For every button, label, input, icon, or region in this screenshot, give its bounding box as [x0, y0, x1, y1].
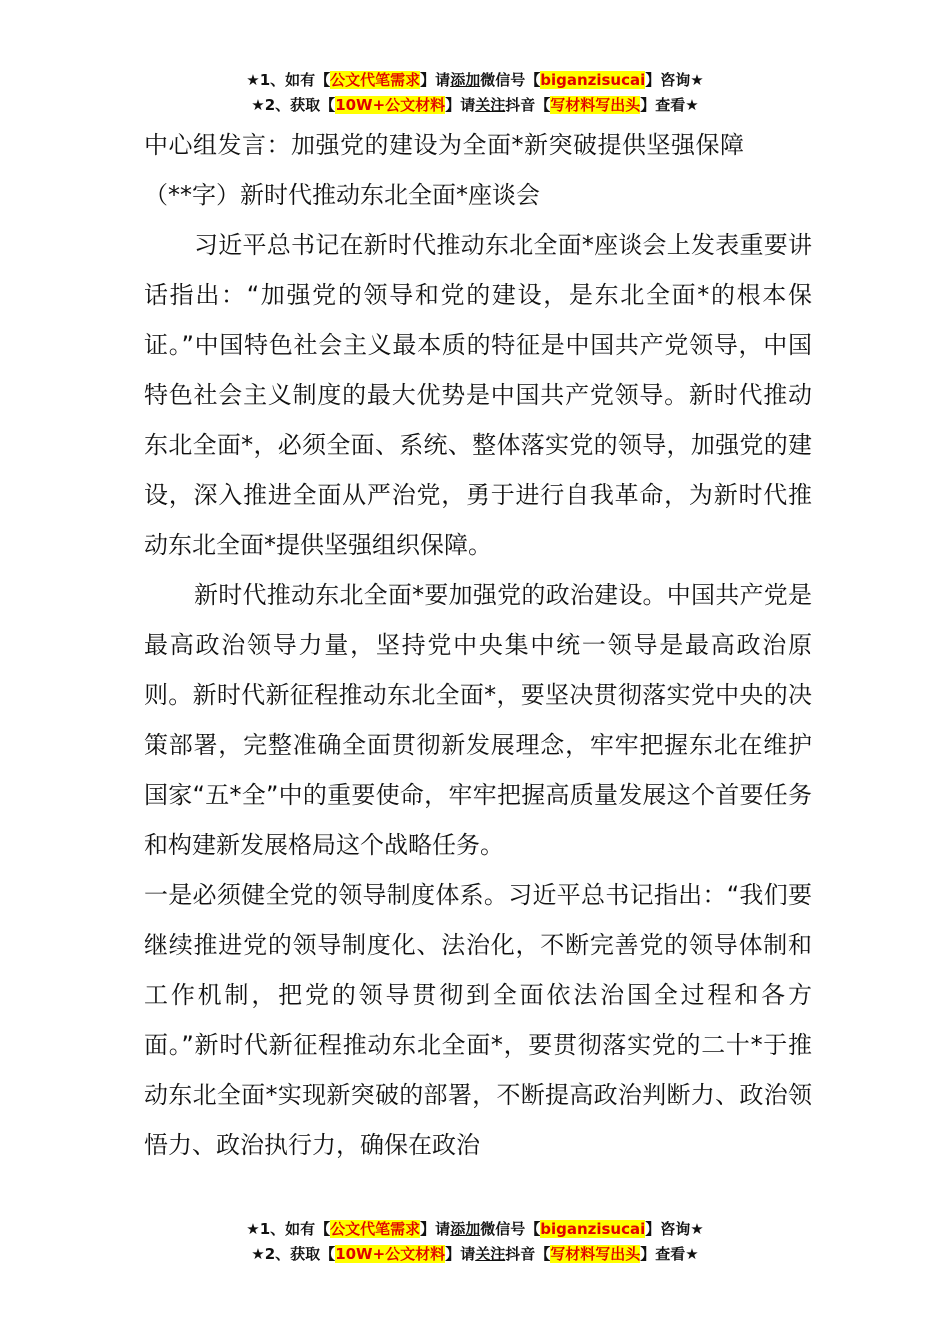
promo-text: 添加	[450, 1220, 481, 1238]
promo-line-1	[0, 68, 950, 93]
promo-douyin-id: 写材料写出头	[550, 96, 641, 114]
promo-text: 关注	[475, 96, 506, 114]
promo-banner-bottom	[0, 1217, 950, 1267]
promo-text: 】请	[445, 1245, 476, 1263]
promo-highlight: 公文代笔需求	[330, 1220, 421, 1238]
promo-text: 关注	[475, 1245, 506, 1263]
paragraph: 一是必须健全党的领导制度体系。习近平总书记指出：“我们要继续推进党的领导制度化、法治化，不断完善党的领导体制和工作机制，把党的领导贯彻到全面依法治国全过程和各方面。”新时代新征程推动东北全面*，要贯彻落实党的二十*于推动东北全面*实现新突破的部署，不断提高政治判断力、政治领悟力、政治执行力，确保在政治	[144, 881, 812, 1159]
promo-text: ★2、获取【	[251, 96, 336, 114]
promo-banner-top	[0, 68, 950, 118]
promo-text: 添加	[450, 71, 481, 89]
promo-text: 】咨询★	[645, 71, 704, 89]
promo-text: 抖音【	[505, 96, 551, 114]
promo-text: ★1、如有【	[246, 71, 331, 89]
promo-text: ★1、如有【	[246, 1220, 331, 1238]
paragraph: 习近平总书记在新时代推动东北全面*座谈会上发表重要讲话指出：“加强党的领导和党的建设，是东北全面*的根本保证。”中国特色社会主义最本质的特征是中国共产党领导，中国特色社会主义制度的最大优势是中国共产党领导。新时代推动东北全面*，必须全面、系统、整体落实党的领导，加强党的建设，深入推进全面从严治党，勇于进行自我革命，为新时代推动东北全面*提供坚强组织保障。	[144, 231, 812, 559]
promo-text: 】查看★	[640, 1245, 699, 1263]
promo-text: 】请	[420, 71, 451, 89]
promo-wechat-id: biganzisucai	[540, 1220, 646, 1238]
document-title: 中心组发言：加强党的建设为全面*新突破提供坚强保障	[144, 131, 745, 159]
promo-highlight: 10W+公文材料	[335, 96, 446, 114]
document-subtitle: （**字）新时代推动东北全面*座谈会	[144, 181, 540, 209]
promo-text: 】查看★	[640, 96, 699, 114]
promo-highlight: 公文代笔需求	[330, 71, 421, 89]
promo-text: 抖音【	[505, 1245, 551, 1263]
promo-text: 】请	[420, 1220, 451, 1238]
promo-text: 】咨询★	[645, 1220, 704, 1238]
promo-text: ★2、获取【	[251, 1245, 336, 1263]
promo-line-1	[0, 1217, 950, 1242]
promo-line-2	[0, 93, 950, 118]
promo-text: 】请	[445, 96, 476, 114]
promo-line-2	[0, 1242, 950, 1267]
document-body	[144, 120, 812, 1170]
promo-highlight: 10W+公文材料	[335, 1245, 446, 1263]
promo-douyin-id: 写材料写出头	[550, 1245, 641, 1263]
promo-text: 微信号【	[480, 1220, 541, 1238]
promo-wechat-id: biganzisucai	[540, 71, 646, 89]
promo-text: 微信号【	[480, 71, 541, 89]
paragraph: 新时代推动东北全面*要加强党的政治建设。中国共产党是最高政治领导力量，坚持党中央集中统一领导是最高政治原则。新时代新征程推动东北全面*，要坚决贯彻落实党中央的决策部署，完整准确全面贯彻新发展理念，牢牢把握东北在维护国家“五*全”中的重要使命，牢牢把握高质量发展这个首要任务和构建新发展格局这个战略任务。	[144, 581, 812, 859]
